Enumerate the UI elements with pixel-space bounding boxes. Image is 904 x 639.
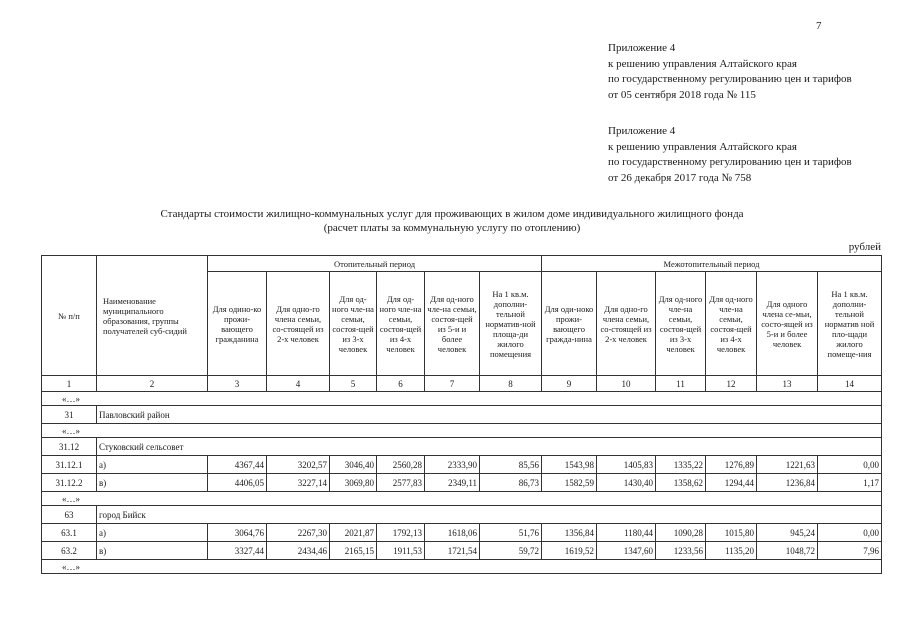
column-number-row	[42, 376, 882, 392]
rates-table	[41, 255, 882, 574]
document-title	[40, 207, 864, 235]
value-cell: 4406,05	[208, 474, 267, 492]
table-row	[42, 524, 882, 542]
value-cell: 59,72	[480, 542, 542, 560]
value-cell: 1135,20	[706, 542, 757, 560]
col-header-name: Наименование муниципального образования, группы получателей суб-сидий	[97, 256, 208, 376]
value-cell: 0,00	[818, 456, 882, 474]
value-cell: 1,17	[818, 474, 882, 492]
col-header-non-heating: Для од-ного чле-на семьи, состоя-щей из 4-х человек	[706, 272, 757, 376]
value-cell: 2333,90	[425, 456, 480, 474]
column-number: 3	[208, 376, 267, 392]
value-cell: 1294,44	[706, 474, 757, 492]
approval-line: к решению управления Алтайского края	[608, 140, 797, 153]
ellipsis-row	[42, 492, 882, 506]
value-cell: 1582,59	[542, 474, 597, 492]
col-header-non-heating: На 1 кв.м. дополни-тельной норматив ной пло-щади жилого помеще-ния	[818, 272, 882, 376]
col-header-non-heating: Для одного члена се-мьи, состо-ящей из 5-и и более человек	[757, 272, 818, 376]
column-number: 4	[267, 376, 330, 392]
title-line-1: Стандарты стоимости жилищно-коммунальных услуг для проживающих в жилом доме индивидуального жилищного фонда	[160, 208, 744, 220]
value-cell: 1233,56	[656, 542, 706, 560]
section-name: Павловский район	[97, 406, 882, 424]
approval-line: Приложение 4	[608, 125, 676, 137]
ellipsis-row	[42, 424, 882, 438]
column-number: 9	[542, 376, 597, 392]
value-cell: 945,24	[757, 524, 818, 542]
col-header-non-heating: Для оди-ноко прожи-вающего гражда-нина	[542, 272, 597, 376]
table-row	[42, 474, 882, 492]
column-number: 14	[818, 376, 882, 392]
value-cell: 1792,13	[377, 524, 425, 542]
currency-unit: рублей	[848, 241, 881, 253]
value-cell: 4367,44	[208, 456, 267, 474]
approval-block-2017	[608, 124, 852, 186]
value-cell: 1430,40	[597, 474, 656, 492]
approval-line: Приложение 4	[608, 42, 676, 54]
value-cell: 86,73	[480, 474, 542, 492]
column-number: 11	[656, 376, 706, 392]
row-number: 31	[42, 406, 97, 424]
section-name: город Бийск	[97, 506, 882, 524]
column-number: 12	[706, 376, 757, 392]
page-number: 7	[816, 20, 822, 32]
value-cell: 1356,84	[542, 524, 597, 542]
approval-line: по государственному регулированию цен и тарифов	[608, 156, 852, 168]
approval-line: к решению управления Алтайского края	[608, 57, 797, 70]
value-cell: 2434,46	[267, 542, 330, 560]
value-cell: 1090,28	[656, 524, 706, 542]
column-number: 8	[480, 376, 542, 392]
value-cell: 1221,63	[757, 456, 818, 474]
value-cell: 3064,76	[208, 524, 267, 542]
col-header-non-heating: Для од-ного чле-на семьи, состоя-щей из 3-х человек	[656, 272, 706, 376]
section-row	[42, 406, 882, 424]
section-name: Стуковский сельсовет	[97, 438, 882, 456]
col-header-heating: На 1 кв.м. дополни-тельной норматив-ной площа-ди жилого помещения	[480, 272, 542, 376]
row-number: 31.12.1	[42, 456, 97, 474]
ellipsis: «…»	[42, 560, 882, 574]
col-header-heating: Для од-ного чле-на семьи, состоя-щей из 4-х человек	[377, 272, 425, 376]
value-cell: 1911,53	[377, 542, 425, 560]
heating-period-header: Отопительный период	[208, 256, 542, 272]
col-header-heating: Для одно-го члена семьи, со-стоящей из 2-х человек	[267, 272, 330, 376]
value-cell: 2577,83	[377, 474, 425, 492]
value-cell: 3046,40	[330, 456, 377, 474]
col-header-number: № п/п	[42, 256, 97, 376]
column-number: 7	[425, 376, 480, 392]
row-number: 63	[42, 506, 97, 524]
value-cell: 1236,84	[757, 474, 818, 492]
value-cell: 51,76	[480, 524, 542, 542]
table-row	[42, 456, 882, 474]
value-cell: 3069,80	[330, 474, 377, 492]
column-number: 10	[597, 376, 656, 392]
row-number: 31.12	[42, 438, 97, 456]
col-header-heating: Для одино-ко прожи-вающего гражданина	[208, 272, 267, 376]
recipient-group: в)	[97, 474, 208, 492]
ellipsis: «…»	[42, 392, 882, 406]
value-cell: 3202,57	[267, 456, 330, 474]
value-cell: 2021,87	[330, 524, 377, 542]
value-cell: 7,96	[818, 542, 882, 560]
value-cell: 1015,80	[706, 524, 757, 542]
ellipsis: «…»	[42, 424, 882, 438]
value-cell: 1358,62	[656, 474, 706, 492]
approval-block-2018	[608, 41, 852, 103]
row-number: 63.2	[42, 542, 97, 560]
value-cell: 3327,44	[208, 542, 267, 560]
value-cell: 1335,22	[656, 456, 706, 474]
non-heating-period-header: Межотопительный период	[542, 256, 882, 272]
section-row	[42, 438, 882, 456]
col-header-heating: Для од-ного чле-на семьи, состоя-щей из 3-х человек	[330, 272, 377, 376]
approval-line: по государственному регулированию цен и тарифов	[608, 73, 852, 85]
ellipsis-row	[42, 560, 882, 574]
approval-line: от 05 сентября 2018 года № 115	[608, 88, 756, 101]
value-cell: 2349,11	[425, 474, 480, 492]
title-line-2: (расчет платы за коммунальную услугу по отоплению)	[323, 222, 581, 234]
col-header-heating: Для од-ного чле-на семьи, состоя-щей из 5-и и более человек	[425, 272, 480, 376]
value-cell: 3227,14	[267, 474, 330, 492]
value-cell: 1721,54	[425, 542, 480, 560]
value-cell: 0,00	[818, 524, 882, 542]
value-cell: 1347,60	[597, 542, 656, 560]
value-cell: 1180,44	[597, 524, 656, 542]
value-cell: 2165,15	[330, 542, 377, 560]
approval-line: от 26 декабря 2017 года № 758	[608, 171, 752, 184]
column-number: 1	[42, 376, 97, 392]
value-cell: 2560,28	[377, 456, 425, 474]
ellipsis-row	[42, 392, 882, 406]
table-row	[42, 542, 882, 560]
col-header-non-heating: Для одно-го члена семьи, со-стоящей из 2-х человек	[597, 272, 656, 376]
row-number: 31.12.2	[42, 474, 97, 492]
ellipsis: «…»	[42, 492, 882, 506]
value-cell: 1048,72	[757, 542, 818, 560]
value-cell: 1619,52	[542, 542, 597, 560]
column-number: 2	[97, 376, 208, 392]
value-cell: 1543,98	[542, 456, 597, 474]
section-row	[42, 506, 882, 524]
row-number: 63.1	[42, 524, 97, 542]
recipient-group: в)	[97, 542, 208, 560]
recipient-group: а)	[97, 456, 208, 474]
column-number: 13	[757, 376, 818, 392]
value-cell: 1276,89	[706, 456, 757, 474]
column-number: 6	[377, 376, 425, 392]
column-number: 5	[330, 376, 377, 392]
value-cell: 1405,83	[597, 456, 656, 474]
value-cell: 2267,30	[267, 524, 330, 542]
value-cell: 85,56	[480, 456, 542, 474]
value-cell: 1618,06	[425, 524, 480, 542]
recipient-group: а)	[97, 524, 208, 542]
